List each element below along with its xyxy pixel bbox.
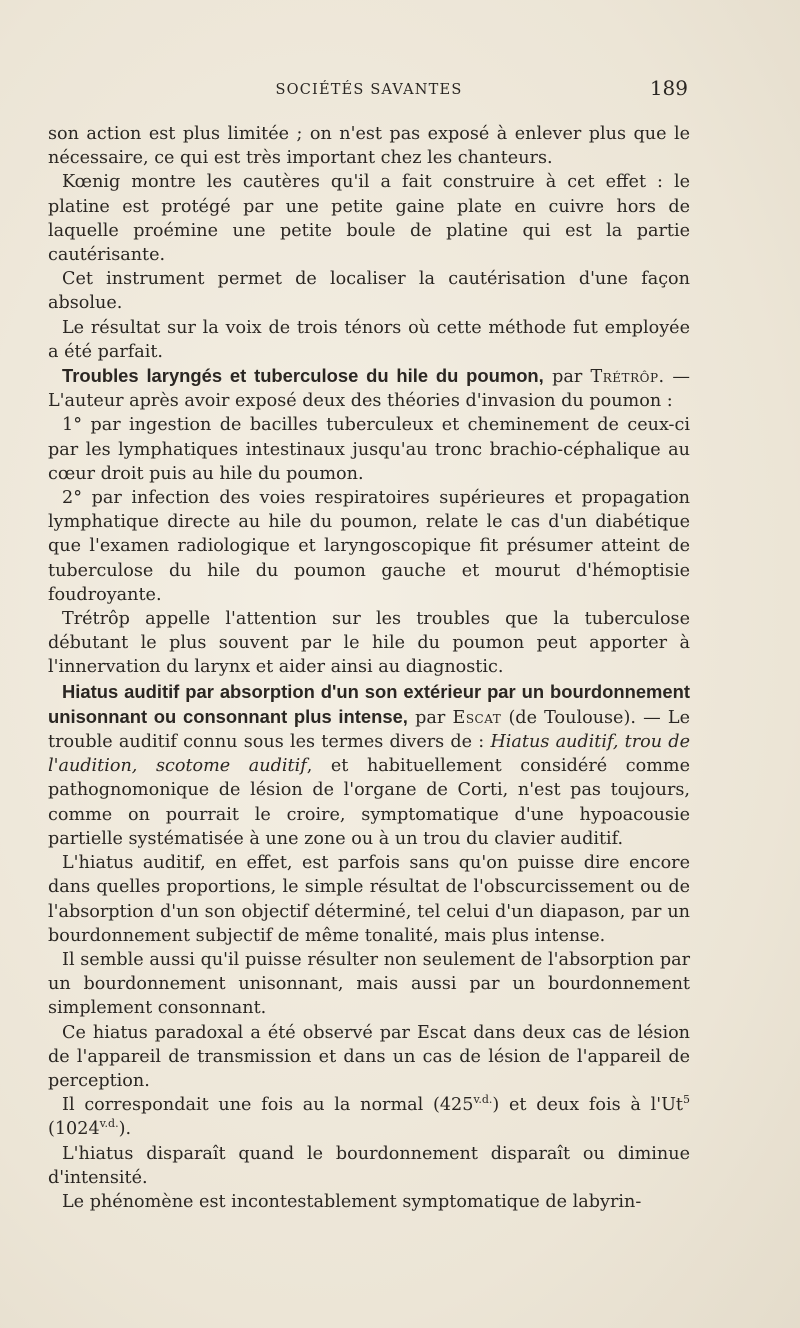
page-header xyxy=(48,76,690,106)
author-name: Escat xyxy=(452,707,502,728)
paragraph: Cet instrument permet de localiser la cautérisation d'une façon absolue. xyxy=(48,269,690,314)
section-hiatus-auditif xyxy=(48,680,690,851)
superscript: v.d. xyxy=(99,1117,119,1131)
section-trouble-laryngés xyxy=(48,364,690,413)
paragraph-text: . — L'auteur après avoir exposé deux des théories d'invasion du poumon : xyxy=(48,367,690,412)
section-heading: Troubles laryngés et tuberculose du hile du poumon, xyxy=(62,365,544,387)
text-fragment: ) et deux fois à l'Ut xyxy=(492,1095,683,1116)
paragraph: Trétrôp appelle l'attention sur les troubles que la tuberculose débutant le plus souvent par le hile du poumon peut apporter à l'innervation du larynx et aider ainsi au diagnostic. xyxy=(48,609,690,678)
paragraph: Il semble aussi qu'il puisse résulter non seulement de l'absorption par un bourdonnement unisonnant, mais aussi par un bourdonnement simplement consonnant. xyxy=(48,949,690,1019)
paragraph: Le phénomène est incontestablement symptomatique de labyrin- xyxy=(62,1191,642,1212)
paragraph: Le résultat sur la voix de trois ténors où cette méthode fut employée a été parfait. xyxy=(48,317,690,362)
paragraph: 2° par infection des voies respiratoires supérieures et propagation lymphatique directe au hile du poumon, relate le cas d'un diabétique que l'examen radiologique et laryngoscopique fit présumer atteint de tuberculose du hile du poumon gauche et mourut d'hémoptisie foudroyante. xyxy=(48,488,690,605)
paragraph: son action est plus limitée ; on n'est pas exposé à enlever plus que le nécessaire, ce qui est très important chez les chanteurs. xyxy=(48,124,690,169)
italic-terms: Hiatus auditif, trou de l'audition, scotome auditif xyxy=(48,732,690,777)
by-text: par xyxy=(407,707,453,728)
paragraph: Kœnig montre les cautères qu'il a fait construire à cet effet : le platine est protégé par une petite gaine plate en cuivre hors de laquelle proémine une petite boule de platine qui est la partie cautérisante. xyxy=(48,172,690,266)
section-heading: Hiatus auditif par absorption d'un son extérieur par un bourdonnement unisonnant ou consonnant plus intense, xyxy=(48,680,690,727)
paragraph: L'hiatus disparaît quand le bourdonnement disparaît ou diminue d'intensité. xyxy=(48,1143,690,1188)
paragraph: 1° par ingestion de bacilles tuberculeux et cheminement de ceux-ci par les lymphatiques intestinaux jusqu'au tronc brachio-céphalique au cœur droit puis au hile du poumon. xyxy=(48,415,690,484)
author-name: Trétrôp xyxy=(590,367,659,388)
superscript: 5 xyxy=(683,1093,690,1107)
paragraph: Ce hiatus paradoxal a été observé par Escat dans deux cas de lésion de l'appareil de transmission et dans un cas de lésion de l'appareil de perception. xyxy=(48,1022,690,1091)
running-title: SOCIÉTÉS SAVANTES xyxy=(275,82,463,98)
body-text xyxy=(48,122,690,1214)
superscript: v.d. xyxy=(473,1093,493,1107)
text-fragment: ). xyxy=(118,1119,132,1140)
text-fragment: (1024 xyxy=(48,1119,100,1140)
page-number: 189 xyxy=(649,76,688,100)
paragraph xyxy=(48,1093,690,1141)
author-affiliation: (de Toulouse). — Le trouble auditif connu sous les termes divers de : xyxy=(48,707,690,753)
text-fragment: Il correspondait une fois au la normal (425 xyxy=(62,1095,474,1116)
paragraph: L'hiatus auditif, en effet, est parfois sans qu'on puisse dire encore dans quelles proportions, le simple résultat de l'obscurcissement ou de l'absorption d'un son objectif déterminé, tel celui d'un diapason, par un bourdonnement subjectif de même tonalité, mais plus intense. xyxy=(48,853,690,946)
by-text: par xyxy=(543,367,591,388)
paragraph-text: , et habituellement considéré comme pathognomonique de lésion de l'organe de Corti, n'est pas toujours, comme on pourrait le croire, symptomatique d'une hypoacousie partielle systématisée à une zone ou à un trou du clavier auditif. xyxy=(48,756,690,849)
